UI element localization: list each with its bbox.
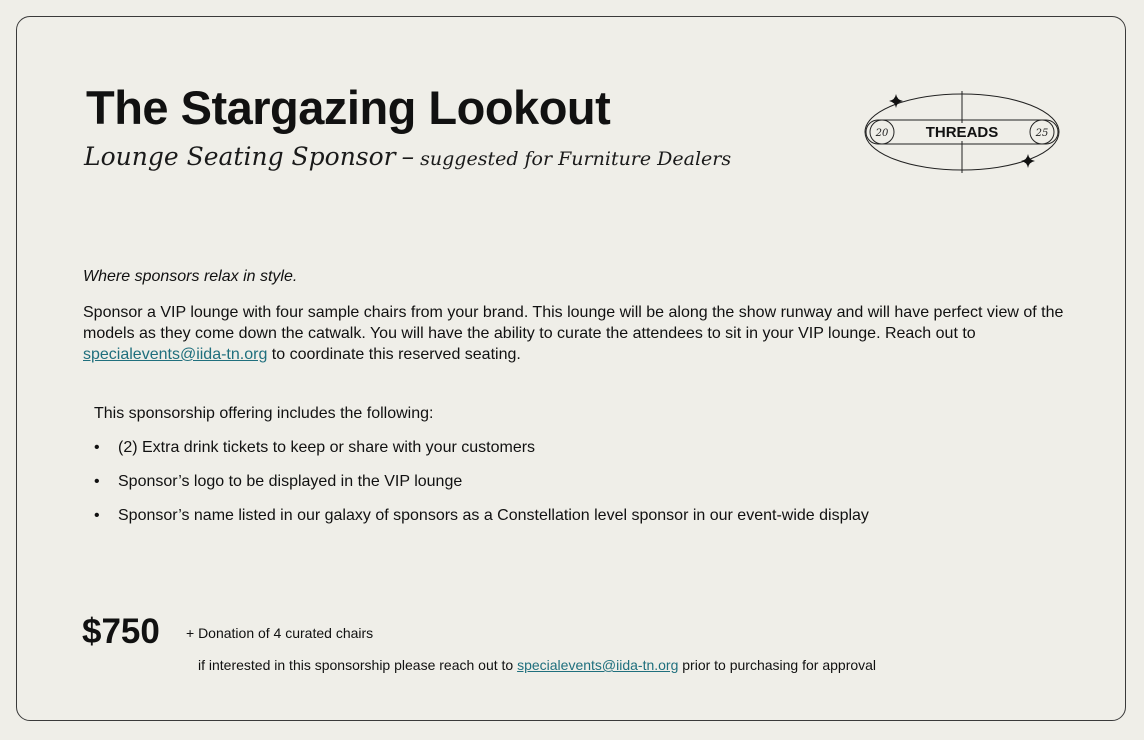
sparkle-icon	[1021, 154, 1035, 168]
threads-logo	[860, 86, 1064, 178]
subtitle-dash: –	[401, 142, 415, 171]
donation-note: + Donation of 4 curated chairs	[186, 625, 374, 641]
price: $750	[82, 612, 160, 651]
subtitle-note: suggested for Furniture Dealers	[420, 148, 732, 170]
list-item-text: Sponsor’s logo to be displayed in the VIP lounge	[118, 473, 463, 490]
logo-left-number: 20	[875, 128, 889, 139]
logo-right-number: 25	[1035, 128, 1049, 139]
bullet-icon: •	[94, 507, 100, 524]
interest-text: if interested in this sponsorship please reach out to	[198, 657, 518, 673]
description-text: Sponsor a VIP lounge with four sample chairs from your brand. This lounge will be along the show runway and will have perfect view of the models as they come down the catwalk. You will have the ability to curate the attendees to sit in your VIP lounge. Reach out to	[83, 304, 1064, 342]
bullet-icon: •	[94, 439, 100, 456]
page-title: The Stargazing Lookout	[86, 81, 611, 134]
subtitle-main: Lounge Seating Sponsor	[84, 142, 396, 171]
logo-name: THREADS	[925, 124, 999, 141]
interest-text-end: prior to purchasing for approval	[678, 657, 877, 673]
list-item	[94, 507, 869, 541]
subtitle	[84, 142, 731, 171]
interest-note	[198, 657, 876, 673]
includes-list	[94, 439, 869, 541]
list-item	[94, 439, 869, 473]
tagline: Where sponsors relax in style.	[83, 268, 298, 285]
email-link-approval[interactable]: specialevents@iida-tn.org	[517, 657, 679, 673]
email-link[interactable]: specialevents@iida-tn.org	[83, 346, 268, 363]
description-paragraph	[83, 302, 1073, 365]
list-item-text: (2) Extra drink tickets to keep or share with your customers	[118, 439, 536, 456]
list-item	[94, 473, 869, 507]
includes-heading: This sponsorship offering includes the following:	[94, 405, 434, 422]
list-item-text: Sponsor’s name listed in our galaxy of sponsors as a Constellation level sponsor in our event-wide display	[118, 507, 869, 524]
description-text-end: to coordinate this reserved seating.	[267, 346, 521, 363]
bullet-icon: •	[94, 473, 100, 490]
